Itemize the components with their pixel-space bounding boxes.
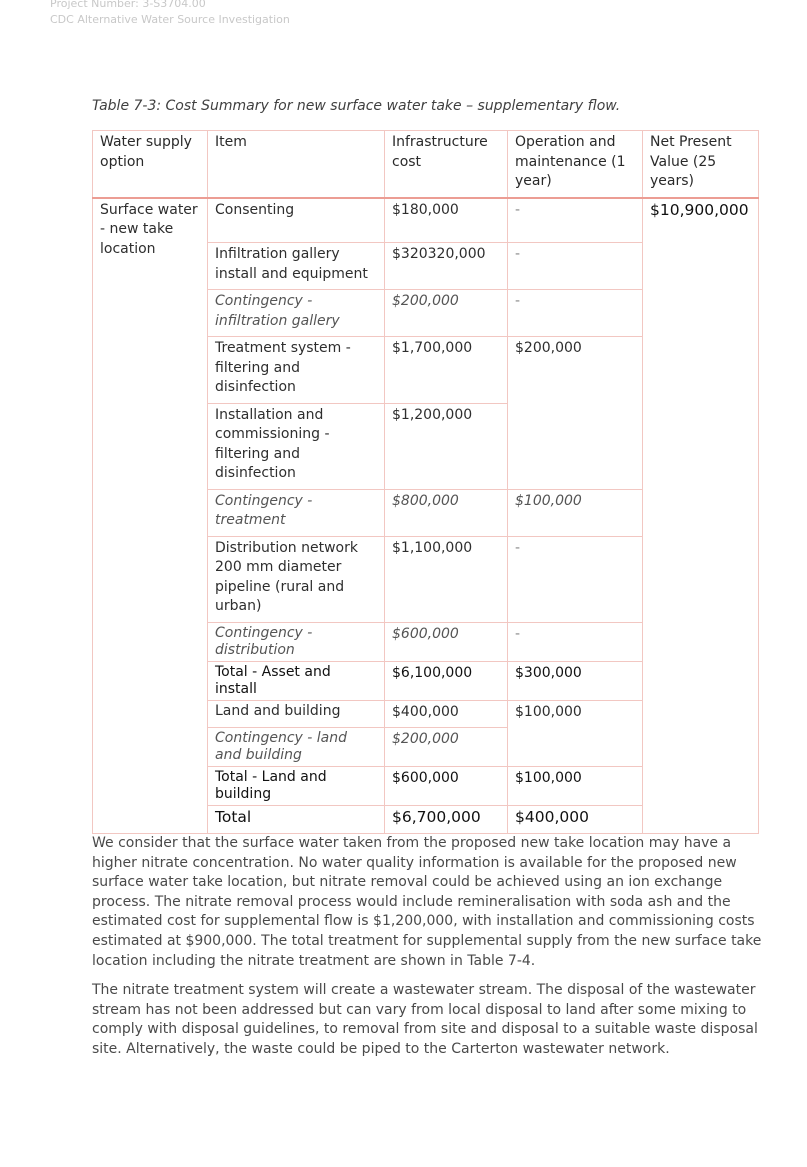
item-cell: Treatment system - filtering and disinfection <box>208 337 385 404</box>
item-cell: Contingency - distribution <box>208 622 385 661</box>
table-caption: Table 7-3: Cost Summary for new surface water take – supplementary flow. <box>92 98 621 114</box>
om-cost-cell: $100,000 <box>508 767 643 806</box>
item-cell: Contingency - treatment <box>208 489 385 536</box>
om-cost-cell: - <box>508 198 643 243</box>
water-supply-option-cell: Surface water - new take location <box>93 198 208 834</box>
item-cell: Total - Land and building <box>208 767 385 806</box>
om-cost-cell: - <box>508 243 643 290</box>
om-cost-cell: $400,000 <box>508 806 643 834</box>
infrastructure-cost-cell: $600,000 <box>385 622 508 661</box>
item-cell: Installation and commissioning - filtering and disinfection <box>208 403 385 489</box>
infrastructure-cost-cell: $400,000 <box>385 700 508 728</box>
infrastructure-cost-cell: $6,700,000 <box>385 806 508 834</box>
col-header-infrastructure-cost: Infrastructure cost <box>385 131 508 198</box>
om-cost-cell: - <box>508 290 643 337</box>
project-number: Project Number: 3-S3704.00 <box>50 0 206 10</box>
infrastructure-cost-cell: $1,200,000 <box>385 403 508 489</box>
om-cost-cell: - <box>508 536 643 622</box>
project-name: CDC Alternative Water Source Investigation <box>50 13 290 26</box>
item-cell: Total - Asset and install <box>208 661 385 700</box>
infrastructure-cost-cell: $1,700,000 <box>385 337 508 404</box>
infrastructure-cost-cell: $200,000 <box>385 728 508 767</box>
om-cost-cell: $300,000 <box>508 661 643 700</box>
table-row <box>93 198 759 243</box>
infrastructure-cost-cell: $200,000 <box>385 290 508 337</box>
om-cost-cell: - <box>508 622 643 661</box>
col-header-operation-maintenance: Operation and maintenance (1 year) <box>508 131 643 198</box>
table-header-row <box>93 131 759 198</box>
infrastructure-cost-cell: $600,000 <box>385 767 508 806</box>
infrastructure-cost-cell: $6,100,000 <box>385 661 508 700</box>
col-header-item: Item <box>208 131 385 198</box>
cost-summary-table <box>92 130 759 834</box>
infrastructure-cost-cell: $180,000 <box>385 198 508 243</box>
item-cell: Contingency - land and building <box>208 728 385 767</box>
item-cell: Infiltration gallery install and equipment <box>208 243 385 290</box>
item-cell: Consenting <box>208 198 385 243</box>
infrastructure-cost-cell: $1,100,000 <box>385 536 508 622</box>
om-cost-cell: $200,000 <box>508 337 643 490</box>
col-header-water-supply-option: Water supply option <box>93 131 208 198</box>
item-cell: Total <box>208 806 385 834</box>
npv-cell: $10,900,000 <box>643 198 759 834</box>
col-header-net-present-value: Net Present Value (25 years) <box>643 131 759 198</box>
paragraph-nitrate-treatment: We consider that the surface water taken from the proposed new take location may have a higher nitrate concentration. No water quality information is available for the proposed new surface water take location, but nitrate removal could be achieved using an ion exchange process. The nitrate removal process would include remineralisation with soda ash and the estimated cost for supplemental flow is $1,200,000, with installation and commissioning costs estimated at $900,000. The total treatment for supplemental supply from the new surface take location including the nitrate treatment are shown in Table 7-4. <box>92 835 762 969</box>
item-cell: Distribution network 200 mm diameter pipeline (rural and urban) <box>208 536 385 622</box>
infrastructure-cost-cell: $320320,000 <box>385 243 508 290</box>
paragraph-wastewater-disposal: The nitrate treatment system will create a wastewater stream. The disposal of the wastewater stream has not been addressed but can vary from local disposal to land after some mixing to comply with disposal guidelines, to removal from site and disposal to a suitable waste disposal site. Alternatively, the waste could be piped to the Carterton wastewater network. <box>92 982 758 1057</box>
om-cost-cell: $100,000 <box>508 700 643 767</box>
item-cell: Contingency - infiltration gallery <box>208 290 385 337</box>
om-cost-cell: $100,000 <box>508 489 643 536</box>
item-cell: Land and building <box>208 700 385 728</box>
infrastructure-cost-cell: $800,000 <box>385 489 508 536</box>
